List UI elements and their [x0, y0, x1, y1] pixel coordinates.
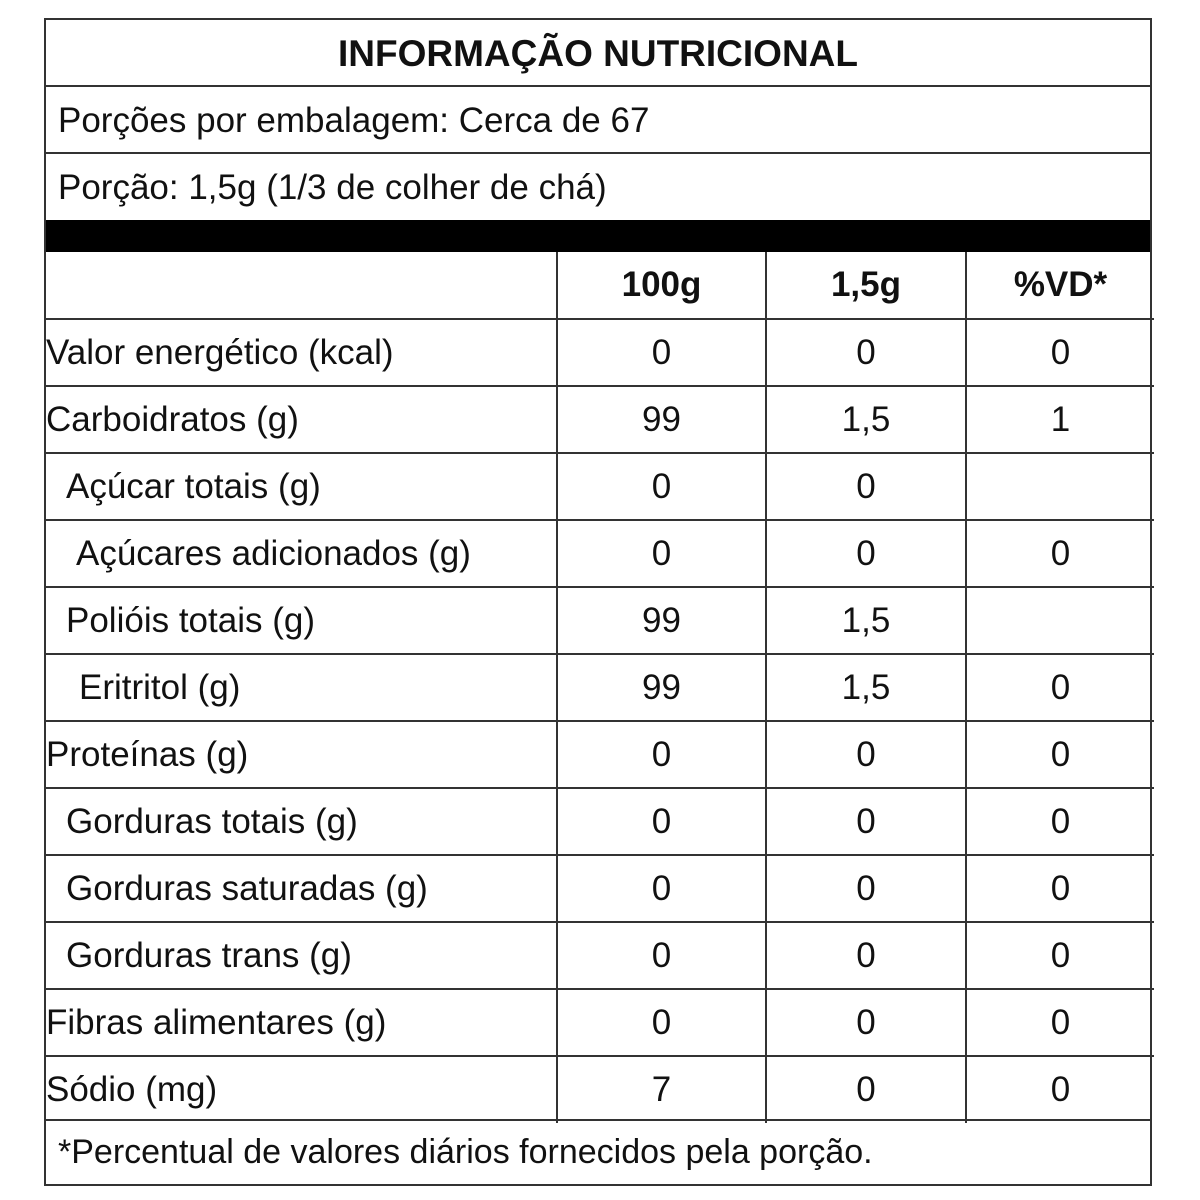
- footnote: *Percentual de valores diários fornecidos pela porção.: [46, 1119, 1150, 1184]
- value-per-portion: 0: [766, 520, 966, 587]
- header-daily-value: %VD*: [966, 252, 1154, 319]
- value-per-portion: 0: [766, 989, 966, 1056]
- value-daily: 0: [966, 922, 1154, 989]
- value-daily: 0: [966, 788, 1154, 855]
- value-daily: 0: [966, 721, 1154, 788]
- value-daily: 0: [966, 319, 1154, 386]
- nutrient-name: Gorduras totais (g): [46, 788, 557, 855]
- table-row: [46, 453, 1154, 520]
- value-per-portion: 1,5: [766, 386, 966, 453]
- value-per-100g: 0: [557, 922, 766, 989]
- nutrient-name: Gorduras saturadas (g): [46, 855, 557, 922]
- value-daily: 0: [966, 989, 1154, 1056]
- table-row: [46, 319, 1154, 386]
- value-per-100g: 7: [557, 1056, 766, 1123]
- value-per-100g: 0: [557, 520, 766, 587]
- header-per-portion: 1,5g: [766, 252, 966, 319]
- value-per-100g: 99: [557, 587, 766, 654]
- value-daily: 0: [966, 654, 1154, 721]
- nutrition-facts-label: [44, 18, 1152, 1186]
- header-per-100g: 100g: [557, 252, 766, 319]
- value-per-100g: 0: [557, 721, 766, 788]
- label-title: INFORMAÇÃO NUTRICIONAL: [46, 20, 1150, 87]
- value-per-portion: 0: [766, 453, 966, 520]
- serving-size: Porção: 1,5g (1/3 de colher de chá): [58, 168, 607, 207]
- table-row: [46, 788, 1154, 855]
- value-daily: 0: [966, 520, 1154, 587]
- table-row: [46, 520, 1154, 587]
- value-per-portion: 0: [766, 1056, 966, 1123]
- nutrient-name: Gorduras trans (g): [46, 922, 557, 989]
- table-row: [46, 922, 1154, 989]
- nutrition-table: [46, 252, 1154, 1123]
- value-per-100g: 99: [557, 654, 766, 721]
- value-per-100g: 0: [557, 319, 766, 386]
- nutrient-name: Açúcar totais (g): [46, 453, 557, 520]
- nutrient-name: Sódio (mg): [46, 1056, 557, 1123]
- table-header-row: [46, 252, 1154, 319]
- value-per-portion: 0: [766, 319, 966, 386]
- value-per-portion: 0: [766, 922, 966, 989]
- nutrient-name: Polióis totais (g): [46, 587, 557, 654]
- nutrient-name: Carboidratos (g): [46, 386, 557, 453]
- value-daily: [966, 587, 1154, 654]
- nutrient-name: Proteínas (g): [46, 721, 557, 788]
- value-per-portion: 1,5: [766, 587, 966, 654]
- value-per-100g: 0: [557, 453, 766, 520]
- header-nutrient: [46, 252, 557, 319]
- value-per-portion: 0: [766, 788, 966, 855]
- nutrient-name: Eritritol (g): [46, 654, 557, 721]
- table-row: [46, 855, 1154, 922]
- value-daily: 0: [966, 855, 1154, 922]
- table-row: [46, 989, 1154, 1056]
- table-row: [46, 654, 1154, 721]
- value-daily: 1: [966, 386, 1154, 453]
- table-row: [46, 721, 1154, 788]
- nutrient-name: Açúcares adicionados (g): [46, 520, 557, 587]
- table-row: [46, 386, 1154, 453]
- value-per-portion: 0: [766, 721, 966, 788]
- nutrient-name: Valor energético (kcal): [46, 319, 557, 386]
- value-per-portion: 0: [766, 855, 966, 922]
- value-per-portion: 1,5: [766, 654, 966, 721]
- table-row: [46, 587, 1154, 654]
- servings-per-package: Porções por embalagem: Cerca de 67: [46, 87, 1150, 154]
- thick-divider: [46, 220, 1150, 252]
- value-per-100g: 0: [557, 855, 766, 922]
- value-per-100g: 99: [557, 386, 766, 453]
- table-row: [46, 1056, 1154, 1123]
- value-per-100g: 0: [557, 989, 766, 1056]
- nutrient-name: Fibras alimentares (g): [46, 989, 557, 1056]
- value-daily: [966, 453, 1154, 520]
- value-daily: 0: [966, 1056, 1154, 1123]
- value-per-100g: 0: [557, 788, 766, 855]
